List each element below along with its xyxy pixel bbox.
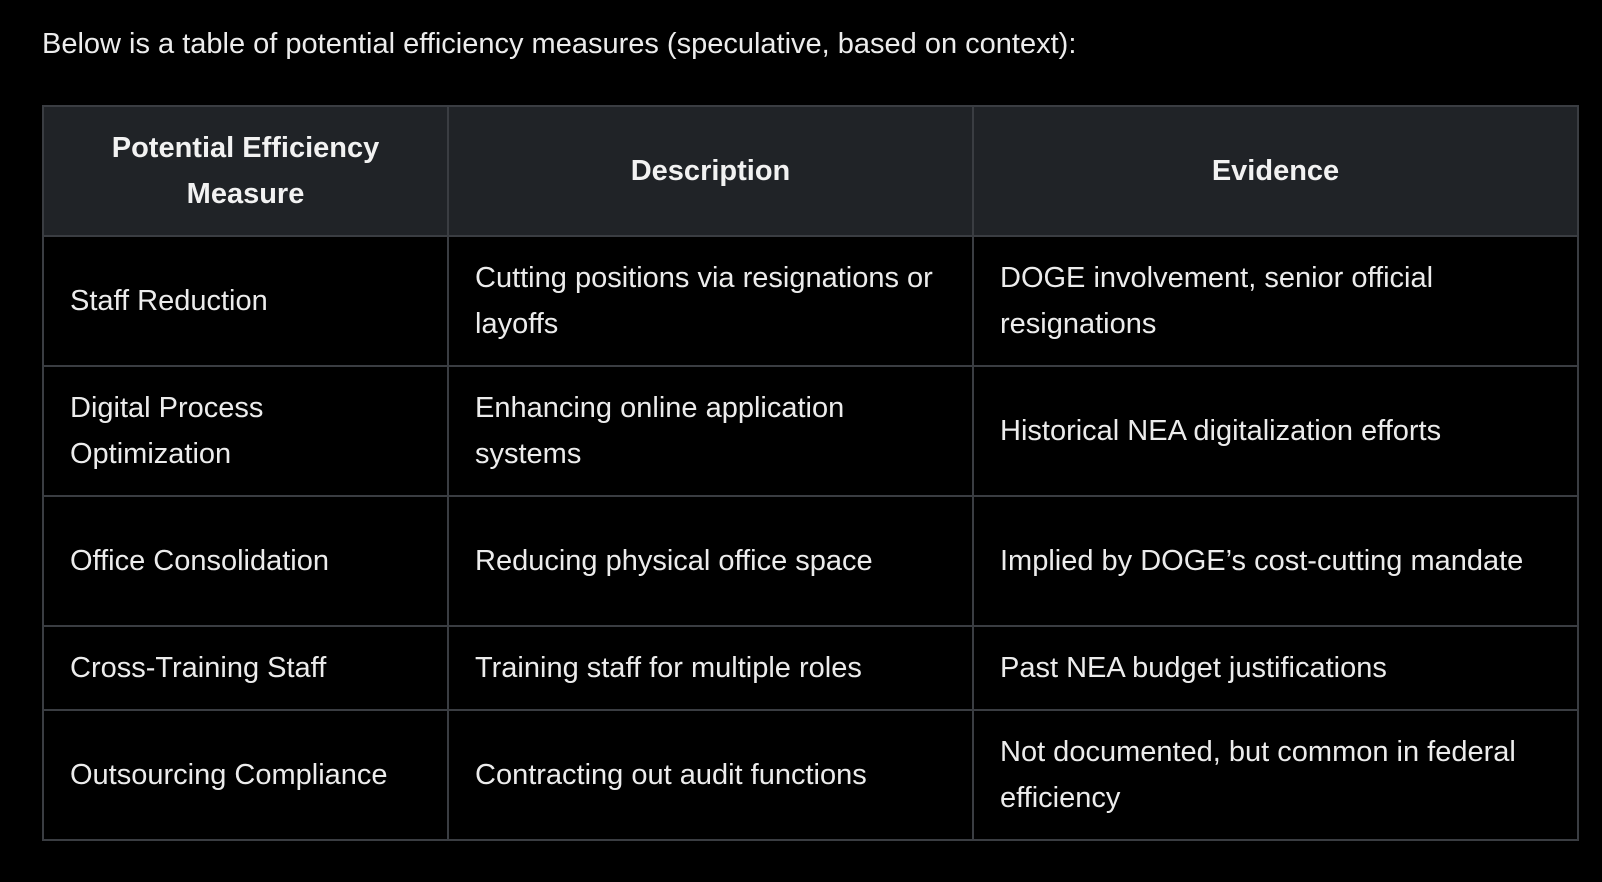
cell-evidence: Implied by DOGE’s cost-cutting mandate [973,496,1578,626]
cell-evidence: Historical NEA digitalization efforts [973,366,1578,496]
cell-description: Cutting positions via resignations or layoffs [448,236,973,366]
cell-description: Training staff for multiple roles [448,626,973,710]
header-evidence: Evidence [973,106,1578,236]
table-row [43,710,1578,840]
cell-description: Contracting out audit functions [448,710,973,840]
cell-measure: Digital Process Optimization [43,366,448,496]
cell-evidence: DOGE involvement, senior official resignations [973,236,1578,366]
cell-description: Reducing physical office space [448,496,973,626]
table-header-row [43,106,1578,236]
cell-measure: Outsourcing Compliance [43,710,448,840]
intro-text: Below is a table of potential efficiency measures (speculative, based on context): [42,28,1077,60]
table-row [43,626,1578,710]
table-row [43,366,1578,496]
cell-measure: Staff Reduction [43,236,448,366]
table-row [43,236,1578,366]
header-measure: Potential Efficiency Measure [43,106,448,236]
table-row [43,496,1578,626]
cell-evidence: Past NEA budget justifications [973,626,1578,710]
table-header [43,106,1578,236]
efficiency-measures-table [42,105,1579,841]
cell-measure: Office Consolidation [43,496,448,626]
header-description: Description [448,106,973,236]
cell-evidence: Not documented, but common in federal efficiency [973,710,1578,840]
cell-description: Enhancing online application systems [448,366,973,496]
table-body [43,236,1578,840]
cell-measure: Cross-Training Staff [43,626,448,710]
